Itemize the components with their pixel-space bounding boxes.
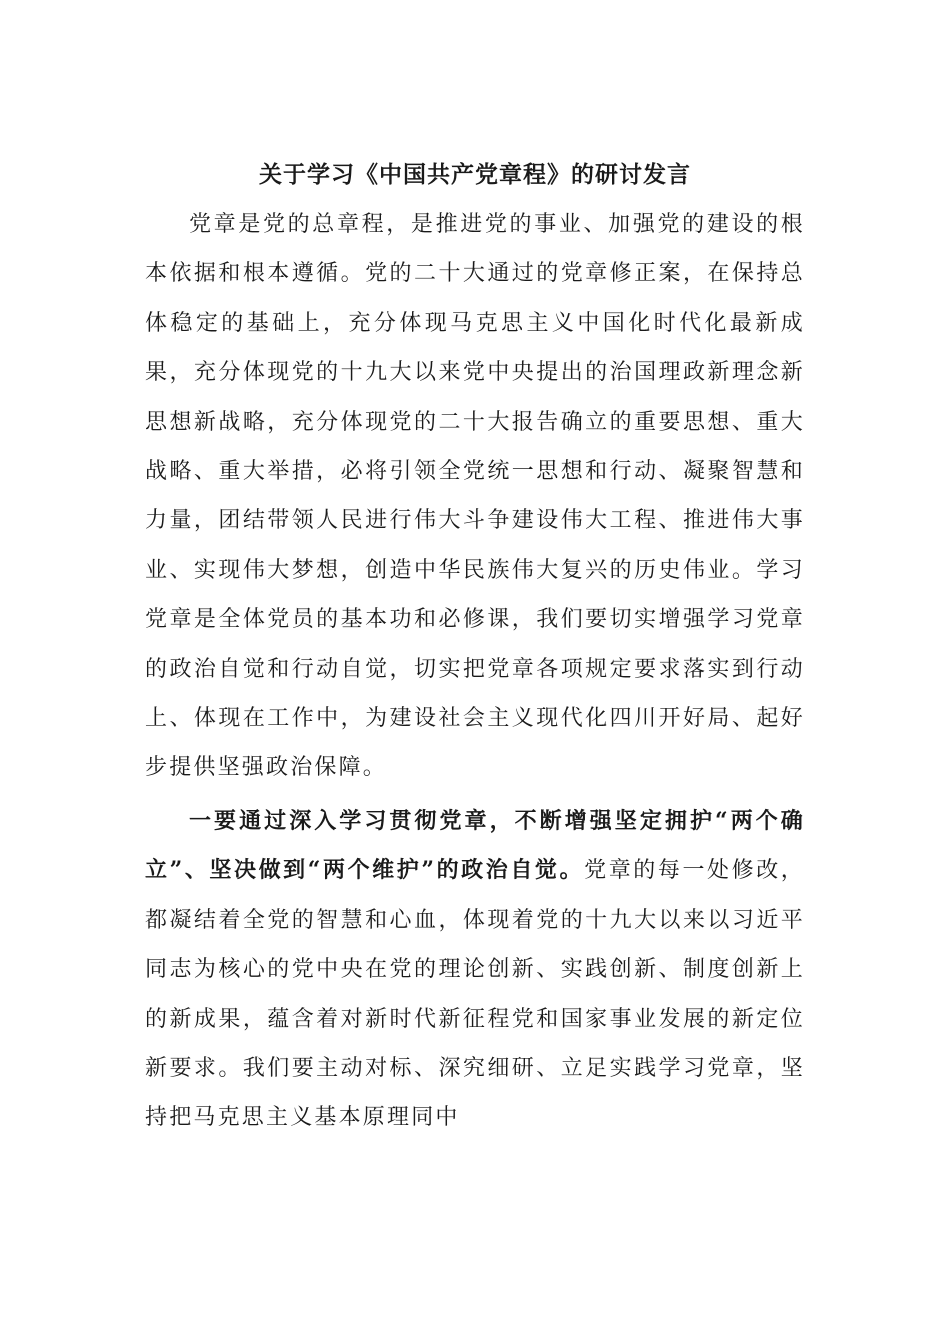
paragraph-body: 党章的每一处修改，都凝结着全党的智慧和心血，体现着党的十九大以来以习近平同志为核心的党中央在党的理论创新、实践创新、制度创新上的新成果，蕴含着对新时代新征程党和国家事业发展的新定位新要求。我们要主动对标、深究细研、立足实践学习党章，坚持把马克思主义基本原理同中 [145, 858, 805, 1131]
document-title: 关于学习《中国共产党章程》的研讨发言 [259, 161, 691, 188]
paragraph-point-one [145, 797, 805, 1143]
document-page [145, 150, 805, 1143]
paragraph-lead: 一要通过深入学习贯彻党章，不断增强坚定拥护“两个确立”、坚决做到“两个维护”的政治自觉。 [145, 807, 805, 884]
paragraph-body: 党章是党的总章程，是推进党的事业、加强党的建设的根本依据和根本遵循。党的二十大通过的党章修正案，在保持总体稳定的基础上，充分体现马克思主义中国化时代化最新成果，充分体现党的十九大以来党中央提出的治国理政新理念新思想新战略，充分体现党的二十大报告确立的重要思想、重大战略、重大举措，必将引领全党统一思想和行动、凝聚智慧和力量，团结带领人民进行伟大斗争建设伟大工程、推进伟大事业、实现伟大梦想，创造中华民族伟大复兴的历史伟业。学习党章是全体党员的基本功和必修课，我们要切实增强学习党章的政治自觉和行动自觉，切实把党章各项规定要求落实到行动上、体现在工作中，为建设社会主义现代化四川开好局、起好步提供坚强政治保障。 [145, 212, 805, 781]
paragraph-intro [145, 200, 805, 793]
